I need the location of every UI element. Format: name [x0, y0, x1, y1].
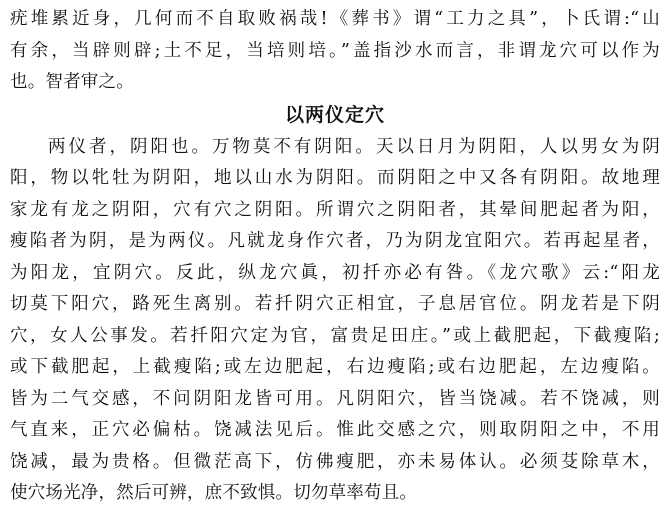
- text-line: 为阳龙，宜阴穴。反此，纵龙穴眞，初扦亦必有咎。《龙穴歌》云:“阳龙: [10, 262, 660, 283]
- text-line: 气直来，正穴必偏枯。饶减法见后。惟此交感之穴，则取阴阳之中，不用: [10, 420, 660, 440]
- paragraph-first-line: 两仪者，阴阳也。万物莫不有阴阳。天以日月为阴阳，人以男女为阴: [48, 136, 660, 157]
- text-line: 切莫下阳穴，路死生离别。若扦阴穴正相宜，子息居官位。阴龙若是下阴: [10, 294, 660, 314]
- text-line: 阳，物以牝牡为阴阳，地以山水为阴阳。而阴阳之中又各有阴阳。故地理: [10, 168, 660, 188]
- text-line: 使穴场光净，然后可辨，庶不致惧。切勿草率苟且。: [10, 483, 418, 503]
- text-line: 有余，当辟则辟;土不足，当培则培。”盖指沙水而言，非谓龙穴可以作为: [10, 40, 660, 61]
- text-line: 皆为二气交感，不问阴阳龙皆可用。凡阴阳穴，皆当饶减。若不饶减，则: [10, 388, 660, 409]
- section-heading: 以两仪定穴: [284, 103, 385, 126]
- text-line: 家龙有龙之阴阳，穴有穴之阴阳。所谓穴之阴阳者，其晕间肥起者为阳，: [10, 199, 660, 220]
- document-page: [10, 4, 660, 510]
- text-line: 疣堆累近身，几何而不自取败祸哉!《葬书》谓“工力之具”，卜氏谓:“山: [10, 9, 660, 29]
- text-line: 穴，女人公事发。若扦阳穴定为官，富贵足田庄。”或上截肥起，下截瘦陷;: [10, 325, 660, 346]
- text-line: 瘦陷者为阴，是为两仪。凡就龙身作穴者，乃为阴龙宜阳穴。若再起星者，: [10, 231, 660, 251]
- text-line: 饶减，最为贵格。但微茫高下，仿佛瘦肥，亦未易体认。必须芟除草木，: [10, 451, 660, 472]
- text-line: 或下截肥起，上截瘦陷;或左边肥起，右边瘦陷;或右边肥起，左边瘦陷。: [10, 357, 660, 377]
- text-line: 也。智者审之。: [10, 72, 134, 92]
